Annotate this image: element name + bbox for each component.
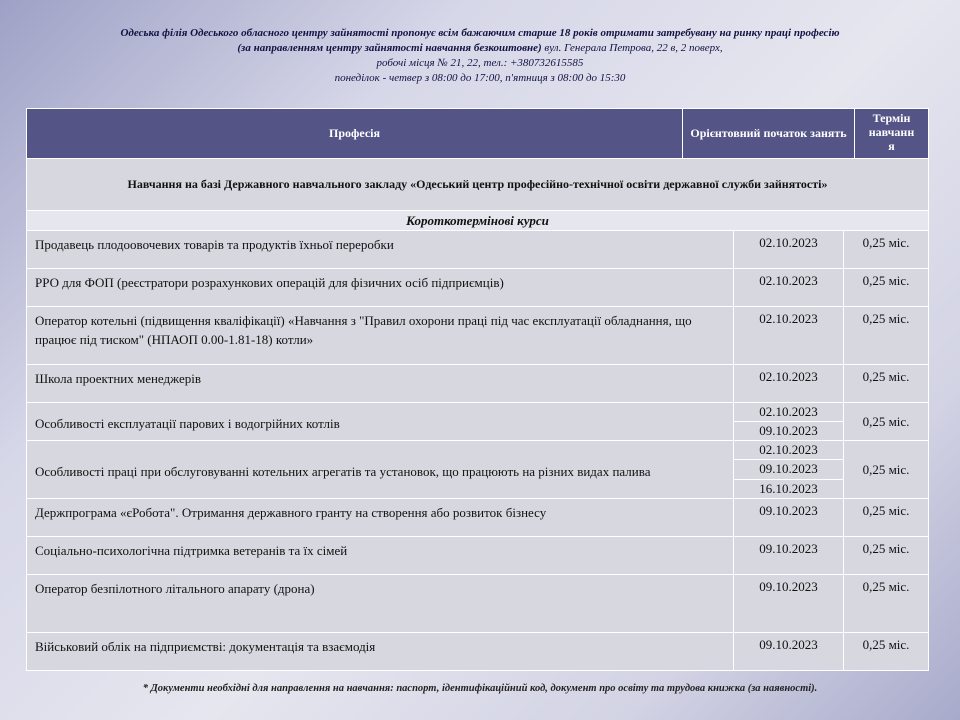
start-date-cell [734, 269, 844, 307]
term-cell: 0,25 міс. [844, 575, 929, 633]
table-row [27, 537, 929, 575]
term-cell: 0,25 міс. [844, 633, 929, 671]
table-row [27, 307, 929, 365]
profession-cell: Військовий облік на підприємстві: документація та взаємодія [27, 633, 734, 671]
profession-cell: РРО для ФОП (реєстратори розрахункових операцій для фізичних осіб підприємців) [27, 269, 734, 307]
profession-cell: Оператор безпілотного літального апарату (дрона) [27, 575, 734, 633]
header-line-2: (за направленням центру зайнятості навчання безкоштовне) [237, 42, 542, 54]
footer-note: * Документи необхідні для направлення на навчання: паспорт, ідентифікаційний код, документ про освіту та трудова книжка (за наявності). [142, 683, 818, 694]
start-date-cell [734, 403, 844, 441]
profession-cell: Продавець плодоовочевих товарів та продуктів їхньої переробки [27, 231, 734, 269]
courses-table [26, 230, 929, 671]
term-cell: 0,25 міс. [844, 307, 929, 365]
start-date: 16.10.2023 [734, 479, 843, 498]
table-row [27, 231, 929, 269]
profession-cell: Держпрограма «єРобота". Отримання державного гранту на створення або розвиток бізнесу [27, 499, 734, 537]
start-date-cell [734, 365, 844, 403]
col-start-date: Орієнтовний початок занять [683, 109, 855, 159]
start-date-cell [734, 307, 844, 365]
term-cell: 0,25 міс. [844, 537, 929, 575]
table-row [27, 441, 929, 499]
institution-row: Навчання на базі Державного навчального закладу «Одеський центр професійно-технічної освіти державної служби зайнятості» [27, 159, 929, 211]
term-cell: 0,25 міс. [844, 441, 929, 499]
profession-cell: Соціально-психологічна підтримка ветеранів та їх сімей [27, 537, 734, 575]
start-date: 09.10.2023 [759, 541, 818, 556]
start-date: 02.10.2023 [759, 404, 818, 419]
start-date: 02.10.2023 [759, 311, 818, 326]
start-date-cell [734, 575, 844, 633]
profession-cell: Особливості експлуатації парових і водогрійних котлів [27, 403, 734, 441]
table-row [27, 633, 929, 671]
start-date: 02.10.2023 [759, 273, 818, 288]
term-cell: 0,25 міс. [844, 269, 929, 307]
term-cell: 0,25 міс. [844, 231, 929, 269]
start-date: 02.10.2023 [759, 442, 818, 457]
start-date: 02.10.2023 [759, 235, 818, 250]
profession-cell: Особливості праці при обслуговуванні котельних агрегатів та установок, що працюють на різних видах палива [27, 441, 734, 499]
term-cell: 0,25 міс. [844, 499, 929, 537]
start-date: 09.10.2023 [734, 421, 843, 440]
header-workplaces: робочі місця № 21, 22, тел.: +380732615585 [376, 57, 584, 69]
col-profession: Професія [27, 109, 683, 159]
section-title: Короткотермінові курси [27, 211, 929, 231]
profession-cell: Оператор котельні (підвищення кваліфікації) «Навчання з "Правил охорони праці під час експлуатації обладнання, що працює під тиском" (НПАОП 0.00-1.81-18) котли» [27, 307, 734, 365]
start-date: 09.10.2023 [759, 503, 818, 518]
header-line-1: Одеська філія Одеського обласного центру зайнятості пропонує всім бажаючим старше 18 років отримати затребувану на ринку праці професію [120, 27, 840, 39]
start-date-cell [734, 499, 844, 537]
header-hours: понеділок - четвер з 08:00 до 17:00, п'ятниця з 08:00 до 15:30 [334, 72, 626, 84]
start-date-cell [734, 633, 844, 671]
term-cell: 0,25 міс. [844, 365, 929, 403]
header-notice [20, 26, 940, 86]
table-row [27, 575, 929, 633]
start-date: 02.10.2023 [759, 369, 818, 384]
start-date: 09.10.2023 [759, 579, 818, 594]
start-date: 09.10.2023 [734, 459, 843, 478]
start-date-cell [734, 441, 844, 499]
table-row [27, 365, 929, 403]
start-date-cell [734, 537, 844, 575]
table-row [27, 269, 929, 307]
start-date-cell [734, 231, 844, 269]
table-row [27, 403, 929, 441]
start-date: 09.10.2023 [759, 637, 818, 652]
table-row [27, 499, 929, 537]
profession-cell: Школа проектних менеджерів [27, 365, 734, 403]
header-address: вул. Генерала Петрова, 22 в, 2 поверх, [541, 42, 723, 54]
courses-table-header [26, 108, 929, 231]
term-cell: 0,25 міс. [844, 403, 929, 441]
col-term: Термін навчанн я [855, 109, 929, 159]
